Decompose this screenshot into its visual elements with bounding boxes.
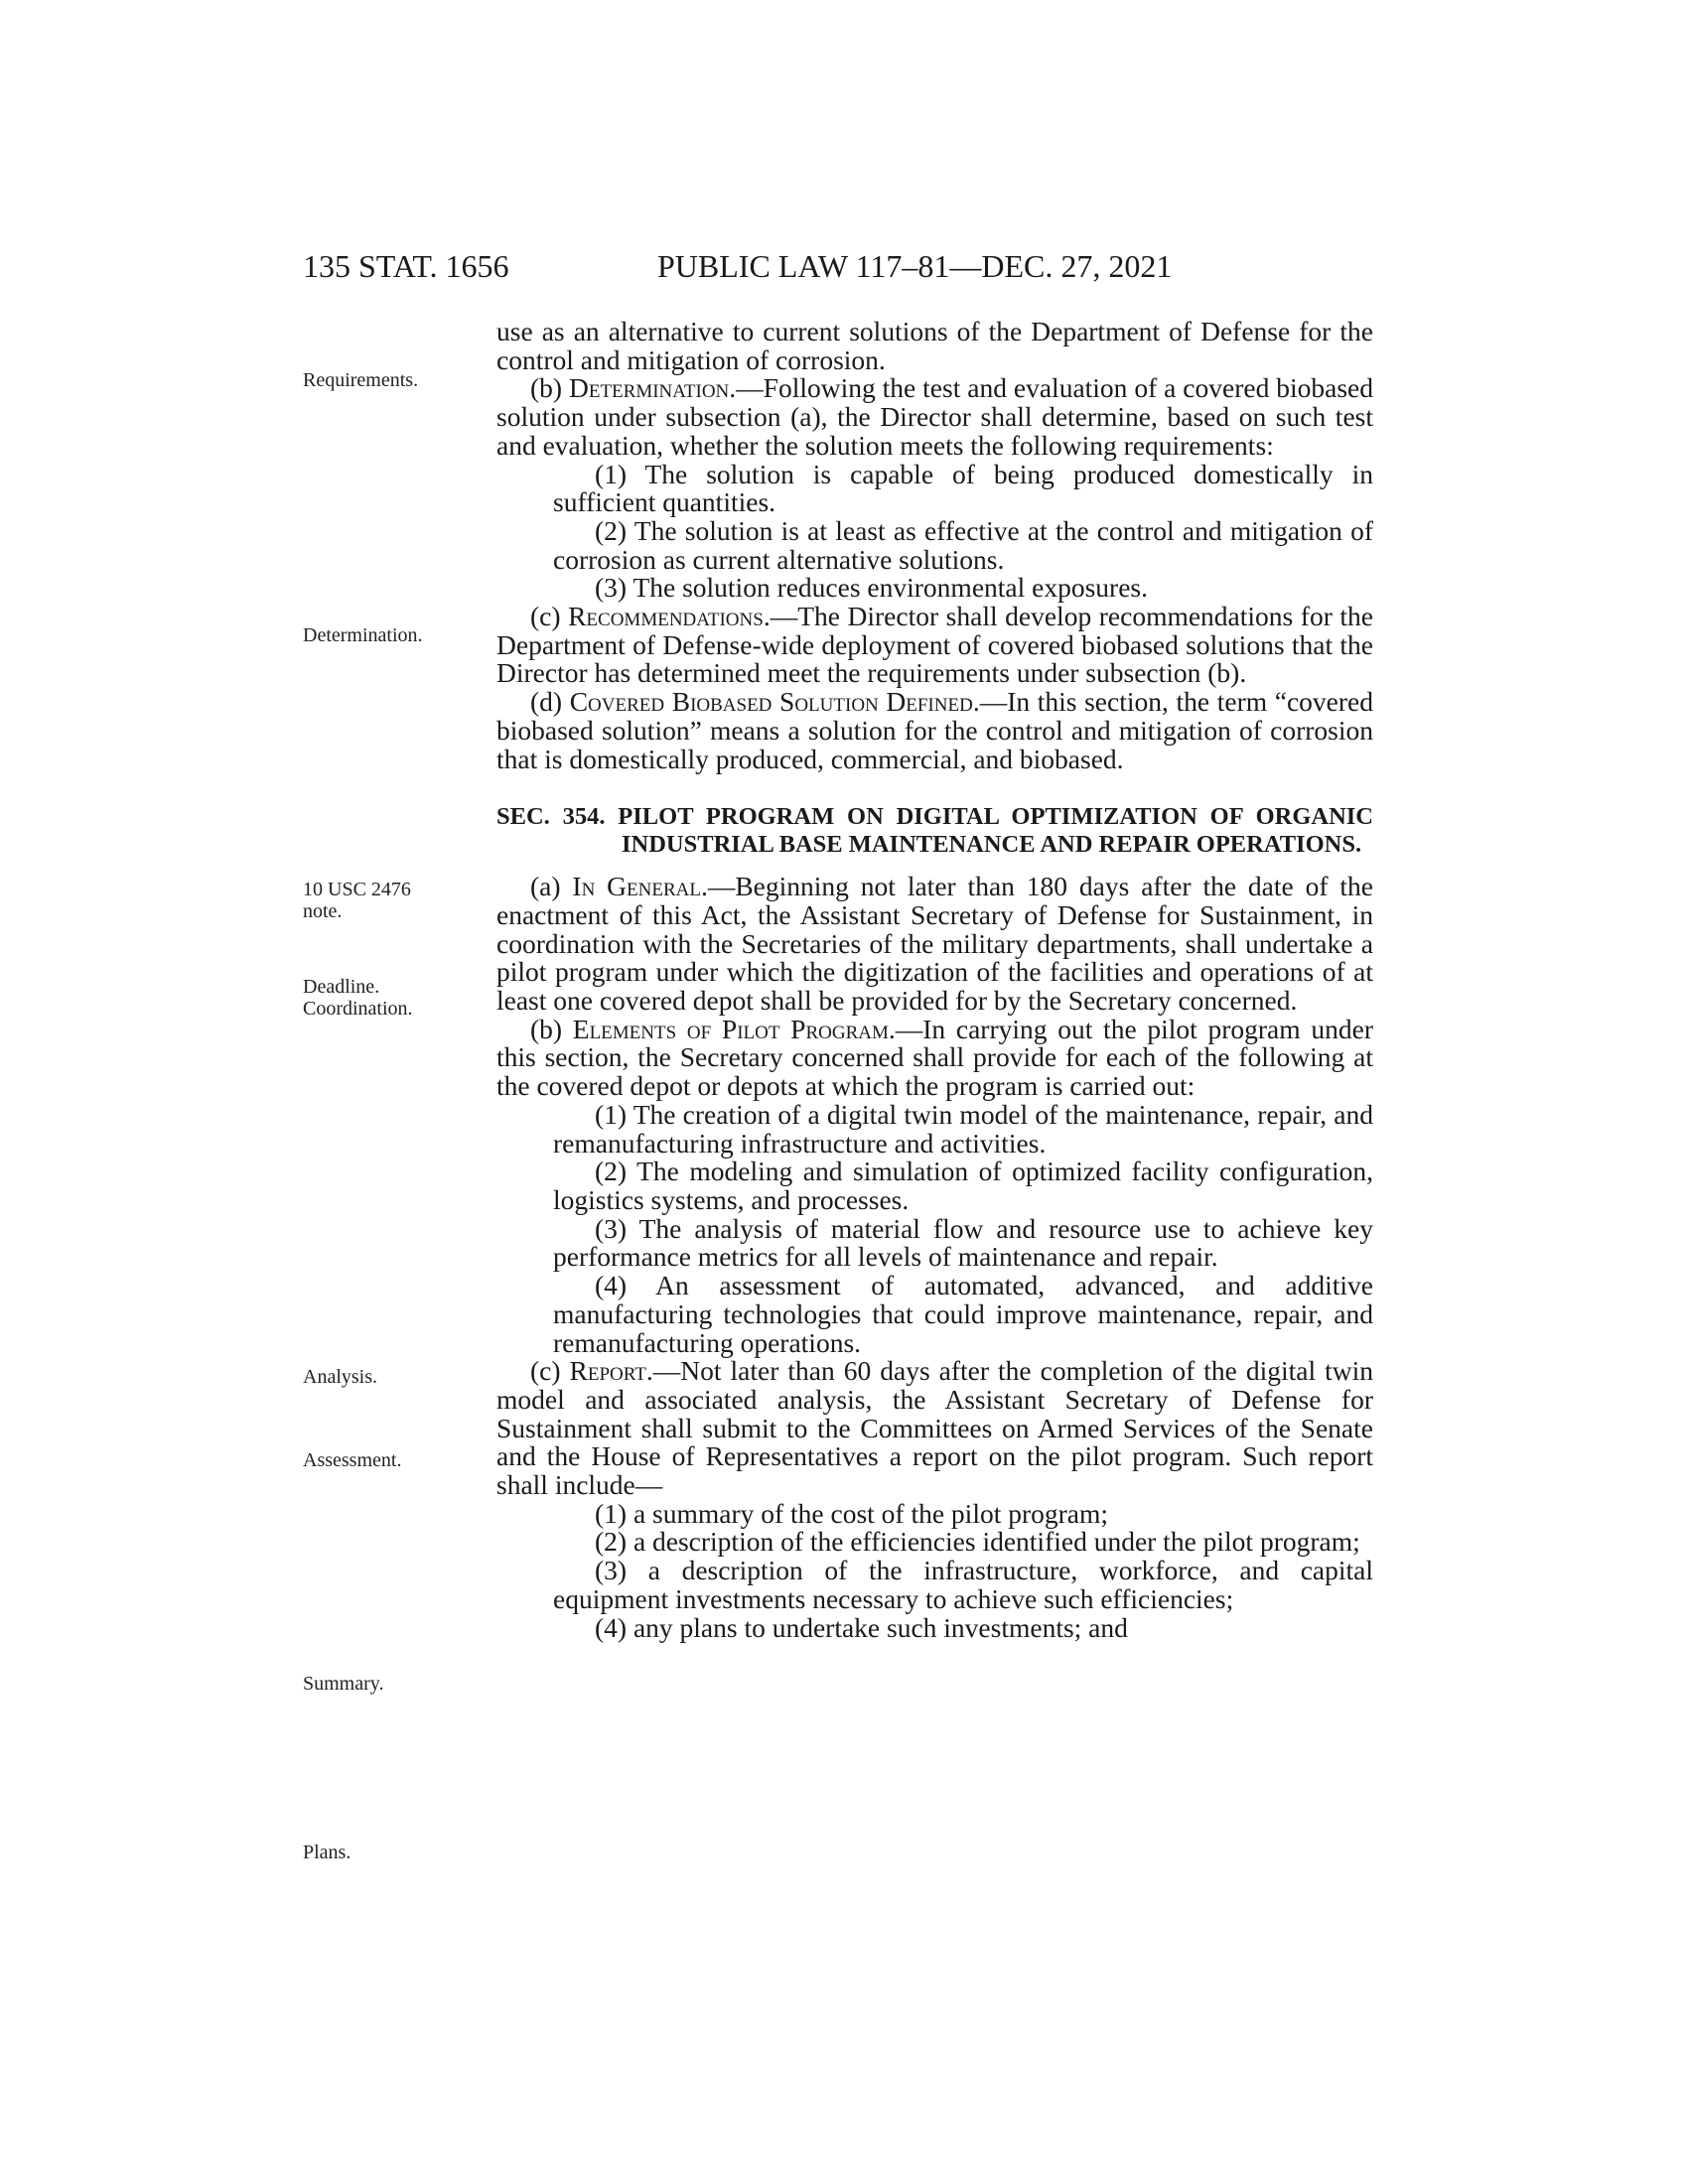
subsection-heading: Report xyxy=(569,1355,646,1387)
subsection-heading: Recommendations xyxy=(568,601,764,632)
continued-paragraph: use as an alternative to current solutions of the Department of Defense for the control and mitigation of corrosion. xyxy=(496,316,1373,375)
margin-note-usc: 10 USC 2476 note. xyxy=(303,879,411,922)
margin-note-plans: Plans. xyxy=(303,1842,352,1863)
margin-note-requirements: Requirements. xyxy=(303,369,419,391)
running-header: PUBLIC LAW 117–81—DEC. 27, 2021 xyxy=(657,248,1173,284)
statute-page-number: 135 STAT. 1656 xyxy=(303,248,509,284)
margin-note-summary: Summary. xyxy=(303,1673,384,1695)
margin-note-determination: Determination. xyxy=(303,624,423,646)
report-item: (2) a description of the efficiencies identified under the pilot program; xyxy=(595,1526,1360,1558)
subsection-heading: Elements of Pilot Program xyxy=(572,1013,889,1044)
element-item: (2) The modeling and simulation of optimized facility configuration, logistics systems, and processes. xyxy=(553,1156,1373,1215)
subsection-heading: Determination xyxy=(568,372,730,404)
section-heading: SEC. 354. PILOT PROGRAM ON DIGITAL OPTIMIZATION OF ORGANIC INDUSTRIAL BASE MAINTENANCE AND REPAIR OPERATIONS. xyxy=(496,803,1373,859)
report-item: (1) a summary of the cost of the pilot program; xyxy=(595,1497,1109,1529)
margin-note-analysis: Analysis. xyxy=(303,1366,377,1388)
subsection-d-definition: (d) Covered Biobased Solution Defined.—In this section, the term “covered biobased solution” means a solution for the control and mitigation of corrosion that is domestically produced, commercial, and biobased. xyxy=(496,686,1373,774)
element-item: (3) The analysis of material flow and resource use to achieve key performance metrics for all levels of maintenance and repair. xyxy=(553,1212,1373,1273)
requirement-item: (3) The solution reduces environmental exposures. xyxy=(595,572,1148,604)
subsection-heading: In General xyxy=(572,871,701,902)
margin-note-deadline: Deadline. xyxy=(303,976,380,998)
subsection-a-in-general: (a) In General.—Beginning not later than 180 days after the date of the enactment of this Act, the Assistant Secretary of Defense for Sustainment, in coordination with the Secretaries of the military departments, shall undertake a pilot program under which the digitization of the facilities and operations of at least one covered depot shall be provided for by the Secretary concerned. xyxy=(496,871,1374,1017)
margin-note-assessment: Assessment. xyxy=(303,1449,402,1471)
subsection-b-determination: (b) Determination.—Following the test and evaluation of a covered biobased solution under subsection (a), the Director shall determine, based on such test and evaluation, whether the solution meets the following requirements: xyxy=(496,372,1373,461)
subsection-b-elements: (b) Elements of Pilot Program.—In carrying out the pilot program under this section, the Secretary concerned shall provide for each of the following at the covered depot or depots at which the program is carried out: xyxy=(496,1013,1373,1102)
statute-body xyxy=(496,318,1373,1642)
element-item: (1) The creation of a digital twin model of the maintenance, repair, and remanufacturing infrastructure and activities. xyxy=(553,1098,1373,1159)
report-item: (3) a description of the infrastructure, workforce, and capital equipment investments necessary to achieve such efficiencies; xyxy=(553,1555,1373,1614)
requirement-item: (1) The solution is capable of being produced domestically in sufficient quantities. xyxy=(553,458,1373,518)
element-item: (4) An assessment of automated, advanced, and additive manufacturing technologies that could improve maintenance, repair, and remanufacturing operations. xyxy=(553,1270,1373,1358)
report-item: (4) any plans to undertake such investments; and xyxy=(595,1611,1128,1643)
requirement-item: (2) The solution is at least as effective at the control and mitigation of corrosion as current alternative solutions. xyxy=(553,514,1373,575)
subsection-c-report: (c) Report.—Not later than 60 days after the completion of the digital twin model and associated analysis, the Assistant Secretary of Defense for Sustainment shall submit to the Committees on Armed Services of the Senate and the House of Representatives a report on the pilot program. Such report shall include— xyxy=(496,1355,1373,1501)
subsection-heading: Covered Biobased Solution Defined xyxy=(569,686,973,718)
subsection-c-recommendations: (c) Recommendations.—The Director shall develop recommendations for the Department of Defense-wide deployment of covered biobased solutions that the Director has determined meet the requirements under subsection (b). xyxy=(496,601,1373,689)
margin-note-coordination: Coordination. xyxy=(303,998,413,1020)
